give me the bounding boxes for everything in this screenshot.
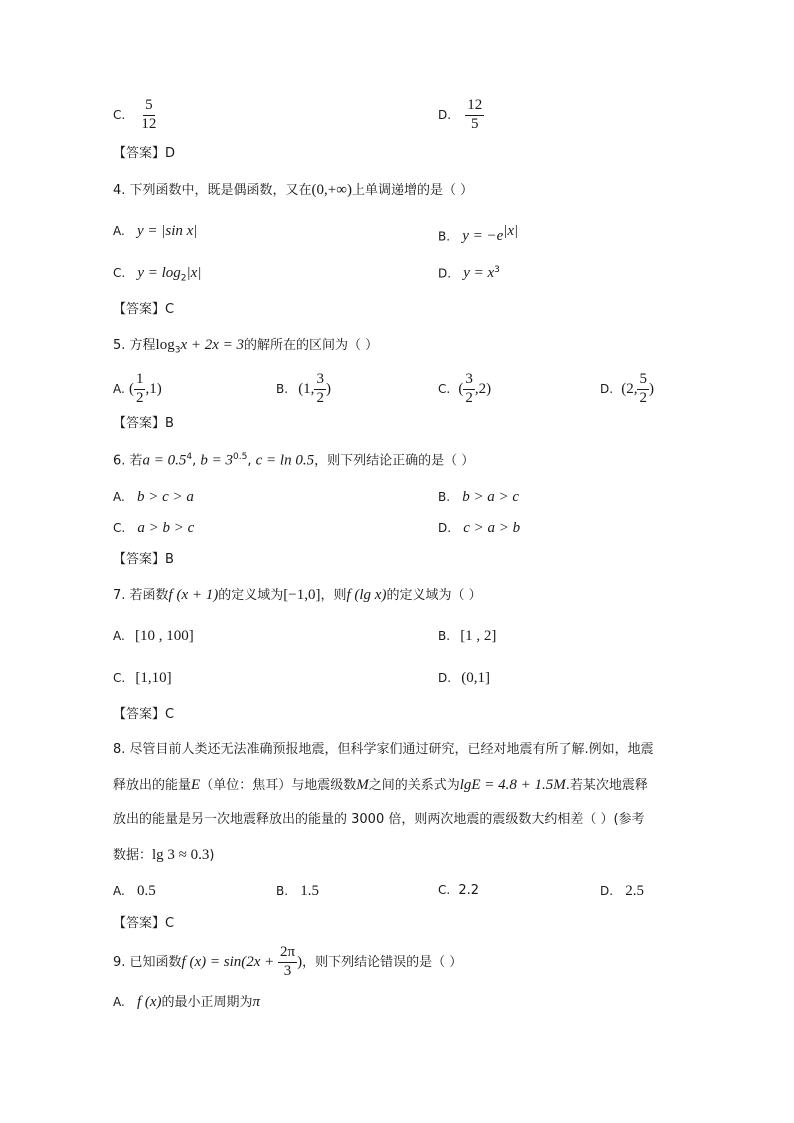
option-text: 的最小正周期为 <box>161 995 253 1010</box>
option-label: B. <box>276 381 289 396</box>
q9-stem <box>113 945 462 980</box>
q6-answer <box>113 553 174 566</box>
expr-c: c = ln 0.5 <box>255 452 315 469</box>
numerator: 5 <box>143 98 155 116</box>
paren: ) <box>325 380 331 397</box>
option-expr: 2.5 <box>625 883 644 899</box>
option-label: A. <box>113 490 125 504</box>
q6-option-d <box>438 521 520 536</box>
var-m: M <box>356 777 369 793</box>
answer-value: C <box>165 302 175 317</box>
option-expr: a > b > c <box>137 520 195 536</box>
denominator: 3 <box>283 962 292 979</box>
paren: (1, <box>298 380 315 397</box>
equation: log <box>155 337 175 353</box>
option-expr-tail: |x| <box>186 265 202 281</box>
denominator: 12 <box>141 115 157 132</box>
option-expr: 1.5 <box>300 883 319 899</box>
interval: (0,+∞) <box>311 182 352 198</box>
option-label: B. <box>438 629 451 643</box>
q8-line-3: 放出的能量是另一次地震释放出的能量的 3000 倍，则两次地震的震级数大约相差（ ）(参考 <box>113 812 645 827</box>
option-expr: [1 , 2] <box>460 628 497 644</box>
paren: ,2) <box>474 380 492 397</box>
q9-option-a <box>113 995 260 1010</box>
q6-option-b <box>438 490 519 505</box>
paren: ( <box>458 380 464 397</box>
option-label: A. <box>113 224 125 238</box>
answer-value: C <box>165 707 175 722</box>
stem-text: 的定义域为（ ） <box>386 588 482 603</box>
stem-text: .若某次地震释 <box>565 778 648 793</box>
q8-option-a <box>113 884 156 899</box>
fraction <box>463 372 475 407</box>
q5-option-a <box>113 372 162 407</box>
q8-option-d <box>600 884 644 899</box>
option-label: A. <box>113 629 125 643</box>
q7-option-c <box>113 671 172 686</box>
stem-text: 5. 方程 <box>113 338 156 353</box>
option-label: B. <box>438 229 451 244</box>
numerator: 5 <box>637 372 649 390</box>
option-expr: 0.5 <box>136 883 156 899</box>
option-expr: y = x <box>463 265 495 282</box>
close-paren: ) <box>297 953 303 970</box>
fraction <box>139 98 158 133</box>
option-expr: [10 , 100] <box>134 628 194 644</box>
numerator: 12 <box>465 98 484 116</box>
answer-tag: 【答案】 <box>113 416 166 431</box>
stem-text: ) <box>209 848 215 863</box>
domain-expr: [−1,0] <box>283 587 321 603</box>
numerator: 3 <box>463 372 475 390</box>
stem-text: 的定义域为 <box>218 588 284 603</box>
answer-tag: 【答案】 <box>113 302 166 317</box>
denominator: 2 <box>135 389 144 406</box>
option-expr: y = −e <box>462 228 504 245</box>
option-label: C. <box>113 671 126 685</box>
option-label: A. <box>113 884 125 898</box>
function-expr: f (x) = sin(2x + <box>181 953 279 970</box>
stem-text: ，则 <box>320 588 347 603</box>
q7-stem <box>113 588 482 603</box>
fraction <box>278 945 297 980</box>
q8-line-1: 8. 尽管目前人类还无法准确预报地震，但科学家们通过研究，已经对地震有所了解.例如，地震 <box>113 742 654 757</box>
q4-answer <box>113 303 174 316</box>
option-label: C. <box>113 521 126 535</box>
answer-tag: 【答案】 <box>113 916 166 931</box>
q5-answer <box>113 417 174 430</box>
option-label: A. <box>113 995 125 1009</box>
option-label: D. <box>438 107 452 122</box>
q6-stem: 6. 若$a = 0.5^4$, $b = 3^{0.5}$, c = ln 0.5，则下列结论正确的是（ ） <box>113 452 475 469</box>
q5-stem <box>113 338 378 356</box>
stem-text: ，则下列结论正确的是（ ） <box>314 453 475 469</box>
option-expr: b > c > a <box>136 489 194 505</box>
q4-option-b <box>438 224 518 244</box>
option-label: B. <box>276 884 289 898</box>
stem-text: 之间的关系式为 <box>368 778 460 793</box>
option-label: D. <box>600 884 614 898</box>
stem-text: 4. 下列函数中，既是偶函数，又在 <box>113 183 312 198</box>
denominator: 2 <box>316 389 324 406</box>
answer-tag: 【答案】 <box>113 552 166 567</box>
option-label: C. <box>438 381 451 396</box>
fraction <box>637 372 649 407</box>
denominator: 2 <box>465 389 473 406</box>
stem-text: 6. 若 <box>113 453 143 469</box>
answer-value: B <box>165 552 174 567</box>
function-expr: f (lg x) <box>346 587 387 603</box>
option-expr: y = |sin x| <box>136 223 198 239</box>
paren: ,1) <box>145 380 162 397</box>
q4-stem <box>113 183 473 198</box>
paren: (2, <box>621 380 638 397</box>
q7-option-b <box>438 629 496 644</box>
q3-answer <box>113 147 175 160</box>
option-label: B. <box>438 490 451 504</box>
q8-answer <box>113 917 174 930</box>
fraction <box>134 372 146 407</box>
stem-text: ，则下列结论错误的是（ ） <box>302 954 463 970</box>
q8-option-b <box>276 884 319 899</box>
option-label: A. <box>113 381 125 396</box>
option-expr: [1,10] <box>135 670 172 686</box>
exponent: 0.5 <box>233 452 248 462</box>
expr-a: a = 0.5 <box>142 452 187 469</box>
denominator: 2 <box>639 389 647 406</box>
var-e: E <box>191 777 201 793</box>
q8-line-2 <box>113 778 648 793</box>
stem-text: 数据： <box>113 848 153 863</box>
subscript: 2 <box>180 273 187 284</box>
q3-option-d <box>438 98 484 133</box>
q4-option-c <box>113 266 201 284</box>
q4-option-d <box>438 266 500 281</box>
answer-value: B <box>165 416 174 431</box>
q8-option-c <box>438 884 479 897</box>
stem-text: 的解所在的区间为（ ） <box>244 338 379 353</box>
stem-text: 上单调递增的是（ ） <box>351 183 474 198</box>
numerator: 3 <box>314 372 326 390</box>
fraction <box>314 372 326 407</box>
stem-text: 7. 若函数 <box>113 588 169 603</box>
answer-value: C <box>165 916 175 931</box>
option-expr: b > a > c <box>462 489 520 505</box>
fraction <box>465 98 484 133</box>
q6-option-c <box>113 521 194 536</box>
numerator: 2π <box>278 945 297 963</box>
option-label: D. <box>438 521 452 535</box>
answer-tag: 【答案】 <box>113 707 166 722</box>
q6-option-a <box>113 490 194 505</box>
equation-tail: x + 2x = 3 <box>180 337 245 353</box>
expr-b: b = 3 <box>200 452 234 469</box>
exponent: 3 <box>494 265 500 275</box>
stem-text: 9. 已知函数 <box>113 954 182 970</box>
stem-text: 释放出的能量 <box>113 778 192 793</box>
option-label: C. <box>113 107 126 122</box>
option-expr: y = log <box>137 265 181 281</box>
paren: ( <box>128 380 134 397</box>
q5-option-d <box>600 372 654 407</box>
q3-option-c <box>113 98 158 133</box>
option-label: C. <box>113 266 126 280</box>
exponent: |x| <box>503 223 519 239</box>
option-label: D. <box>438 266 452 281</box>
numerator: 1 <box>134 372 146 390</box>
formula: lgE = 4.8 + 1.5M <box>459 777 566 793</box>
q7-option-a <box>113 629 194 644</box>
answer-tag: 【答案】 <box>113 146 166 161</box>
q7-option-d <box>438 671 490 686</box>
denominator: 5 <box>470 115 479 132</box>
option-expr: c > a > b <box>463 520 521 536</box>
option-label: D. <box>600 381 614 396</box>
option-expr: 2.2 <box>458 883 480 898</box>
function-expr: f (x + 1) <box>168 587 219 603</box>
option-label: C. <box>438 883 451 897</box>
q5-option-c <box>438 372 491 407</box>
answer-value: D <box>165 146 176 161</box>
q8-line-4 <box>113 848 215 863</box>
option-expr: (0,1] <box>461 670 490 686</box>
option-label: D. <box>438 671 452 685</box>
reference-data: lg 3 ≈ 0.3 <box>152 847 210 863</box>
option-expr: f (x) <box>136 994 162 1010</box>
q4-option-a <box>113 224 197 239</box>
paren: ) <box>648 380 654 397</box>
exponent: 4 <box>186 452 193 462</box>
subscript: 3 <box>174 345 181 356</box>
stem-text: （单位：焦耳）与地震级数 <box>200 778 357 793</box>
pi-symbol: π <box>252 994 261 1010</box>
q7-answer <box>113 708 174 721</box>
q5-option-b <box>276 372 331 407</box>
